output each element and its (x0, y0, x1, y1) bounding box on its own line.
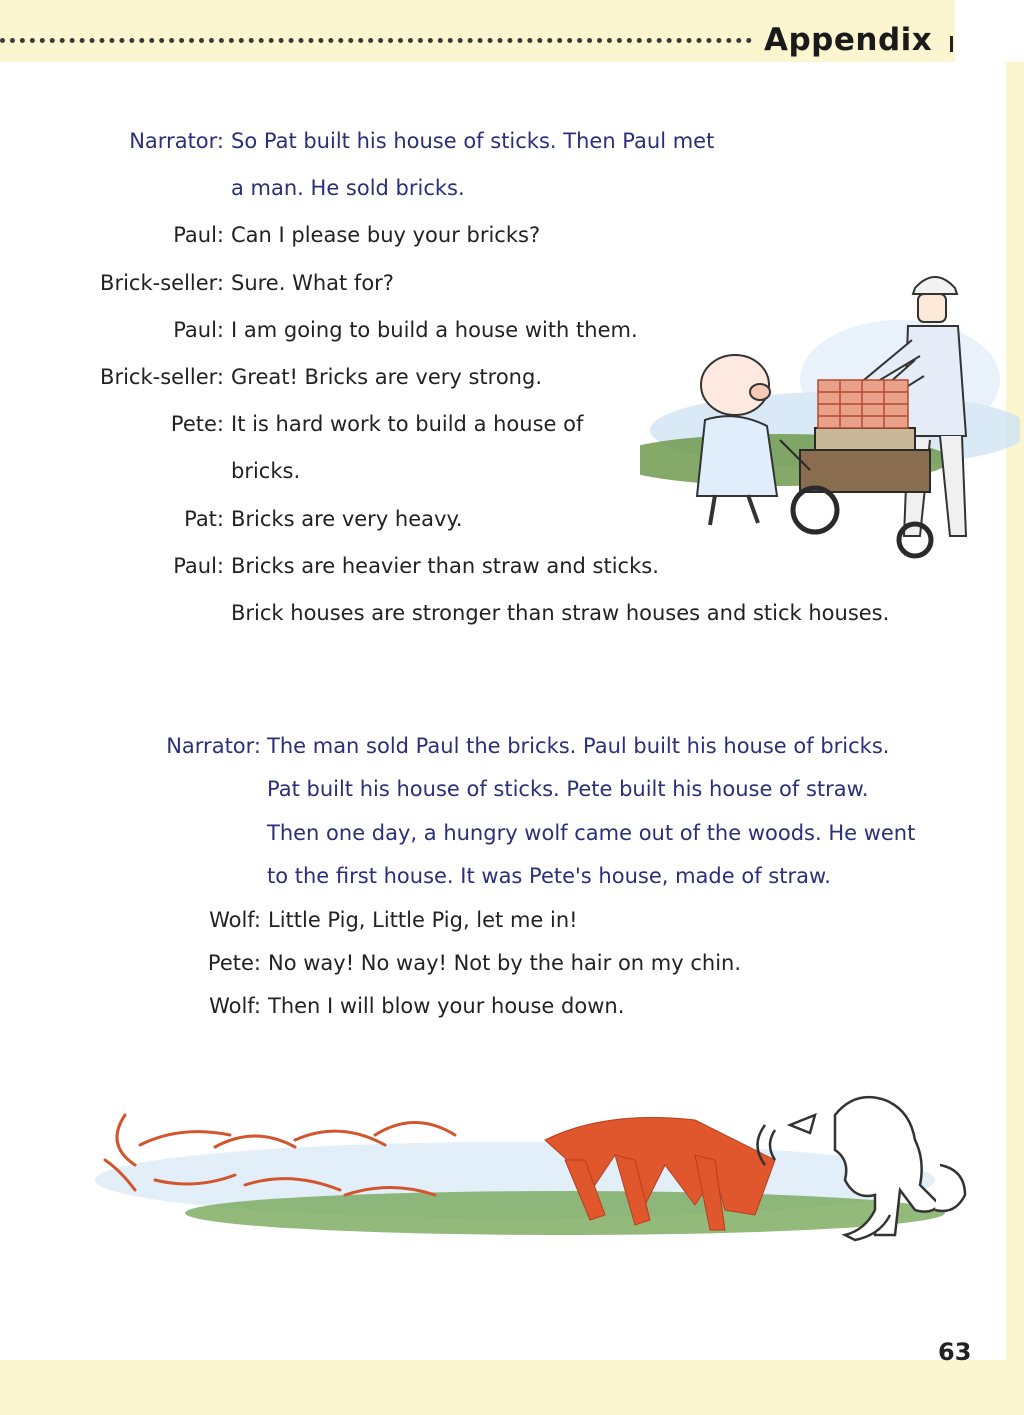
dialogue-text-line: Can I please buy your bricks? (231, 223, 541, 248)
page-number: 63 (938, 1338, 972, 1366)
pig-and-brick-seller-illustration (640, 260, 1020, 580)
speaker-label: Narrator: (166, 734, 261, 758)
speaker-label: Narrator: (129, 129, 224, 153)
dialogue-text-line: Sure. What for? (231, 270, 394, 295)
wolf-blowing-straw-house-illustration (95, 1085, 985, 1255)
speaker-label: Paul: (173, 317, 224, 342)
dialogue-text-line: It is hard work to build a house of (231, 412, 584, 437)
speaker-label: Pete: (170, 412, 224, 437)
dialogue-text-line: Great! Bricks are very strong. (231, 365, 542, 389)
speaker-label: Brick-seller: (100, 365, 224, 389)
dialogue-text-line: Then I will blow your house down. (268, 994, 625, 1019)
header-mark (950, 36, 953, 52)
dialogue-text-line: The man sold Paul the bricks. Paul built his house of bricks. (267, 734, 890, 758)
speaker-label: Pete: (207, 951, 261, 975)
section-title: Appendix (764, 22, 933, 58)
dialogue-text-line: So Pat built his house of sticks. Then Paul met (231, 129, 715, 153)
pig-figure (697, 355, 777, 525)
dialogue-text-line: Little Pig, Little Pig, let me in! (268, 907, 578, 932)
dialogue-text-line: Then one day, a hungry wolf came out of the woods. He went (267, 820, 916, 845)
header-corner (955, 0, 1024, 62)
speaker-label: Wolf: (209, 994, 261, 1019)
dialogue-text-line: Pat built his house of sticks. Pete built his house of straw. (267, 777, 869, 802)
dialogue-text-line: a man. He sold bricks. (231, 176, 465, 201)
header-dotted-rule (0, 38, 752, 43)
speaker-label: Paul: (173, 553, 224, 578)
speaker-label: Wolf: (209, 907, 261, 932)
speaker-label: Pat: (184, 506, 224, 531)
dialogue-text-line: bricks. (231, 459, 301, 484)
dialogue-text-line: I am going to build a house with them. (231, 317, 638, 342)
dialogue-text-line: Brick houses are stronger than straw houses and stick houses. (231, 601, 890, 625)
dialogue-text-line: Bricks are very heavy. (231, 506, 463, 531)
dialogue-text-line: Bricks are heavier than straw and sticks. (231, 553, 659, 578)
dialogue-text-line: to the first house. It was Pete's house, made of straw. (267, 864, 831, 889)
dialogue-text-line: No way! No way! Not by the hair on my chin. (268, 951, 742, 975)
speaker-label: Brick-seller: (100, 270, 224, 295)
speaker-label: Paul: (173, 223, 224, 248)
